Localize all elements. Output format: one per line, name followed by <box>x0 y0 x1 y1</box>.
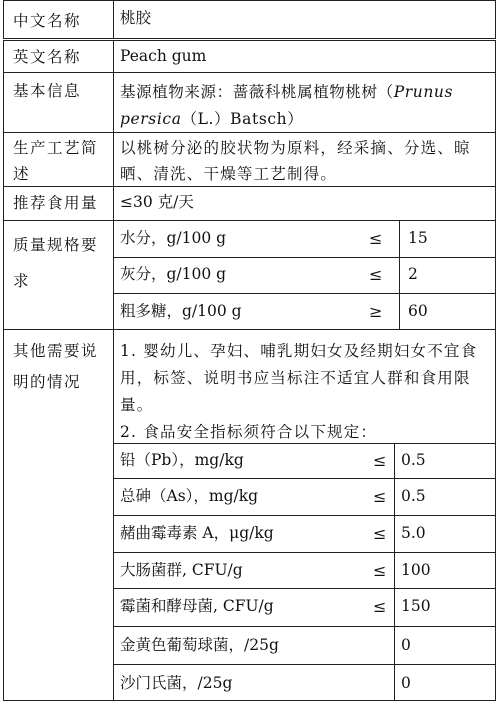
quality-item-value: 60 <box>399 294 495 330</box>
safety-item <box>114 664 496 701</box>
safety-item-value: 0 <box>394 665 495 701</box>
quality-item <box>114 221 496 257</box>
table-bottom-border <box>3 700 496 701</box>
row-en-name <box>3 38 496 72</box>
safety-item-name: 霉菌和酵母菌, CFU/g <box>120 597 274 615</box>
row-process <box>3 132 496 186</box>
safety-item <box>114 552 496 588</box>
row-quality <box>3 220 496 329</box>
quality-item-value: 2 <box>399 258 495 293</box>
quality-item-op: ≤ <box>369 229 383 248</box>
other-label: 其他需要说明的情况 <box>3 330 114 700</box>
process-label: 生产工艺简述 <box>3 133 114 186</box>
cn-name-value: 桃胶 <box>114 1 496 38</box>
latin-genus: Prunus <box>393 83 454 101</box>
safety-item-name: 铅（Pb），mg/kg <box>120 451 244 469</box>
quality-item-op: ≤ <box>369 265 383 284</box>
safety-item-op: ≤ <box>373 597 387 616</box>
row-other <box>3 329 496 700</box>
safety-item <box>114 588 496 626</box>
safety-item-op: ≤ <box>373 524 387 543</box>
basic-info-author: （L.）Batsch） <box>181 110 304 128</box>
safety-item-name: 总砷（As），mg/kg <box>120 487 259 505</box>
safety-item-op: ≤ <box>373 561 387 580</box>
basic-info-label: 基本信息 <box>3 73 114 132</box>
safety-item-value: 0 <box>394 627 495 664</box>
dosage-value: ≤30 克/天 <box>114 187 496 220</box>
quality-item <box>114 293 496 330</box>
safety-item <box>114 626 496 664</box>
process-value: 以桃树分泌的胶状物为原料，经采摘、分选、晾晒、清洗、干燥等工艺制得。 <box>114 133 496 186</box>
quality-item-name: 粗多糖，g/100 g <box>120 302 242 320</box>
other-note-2: 2. 食品安全指标须符合以下规定： <box>120 423 378 441</box>
safety-item-value: 150 <box>394 589 495 626</box>
safety-item-value: 100 <box>394 553 495 588</box>
safety-item <box>114 443 496 478</box>
quality-item <box>114 257 496 293</box>
safety-item-op: ≤ <box>373 451 387 470</box>
safety-item-name: 赭曲霉毒素 A，μg/kg <box>120 524 274 542</box>
safety-item-op: ≤ <box>373 487 387 506</box>
quality-item-op: ≥ <box>369 302 383 321</box>
row-cn-name <box>3 0 496 38</box>
quality-item-name: 水分，g/100 g <box>120 229 227 247</box>
row-basic-info <box>3 72 496 132</box>
basic-info-text: 基源植物来源：蔷薇科桃属植物桃树（ <box>120 83 394 101</box>
other-notes <box>114 330 496 443</box>
safety-item-name: 大肠菌群, CFU/g <box>120 561 243 579</box>
safety-item-name: 金黄色葡萄球菌，/25g <box>120 636 279 654</box>
row-dosage <box>3 186 496 220</box>
safety-item-value: 0.5 <box>394 444 495 478</box>
safety-item-value: 5.0 <box>394 516 495 552</box>
safety-item <box>114 478 496 515</box>
basic-info-value <box>114 73 496 132</box>
spec-table <box>3 0 496 700</box>
safety-item-value: 0.5 <box>394 479 495 515</box>
dosage-label: 推荐食用量 <box>3 187 114 220</box>
en-name-label: 英文名称 <box>3 41 114 72</box>
safety-item-name: 沙门氏菌，/25g <box>120 674 233 692</box>
quality-label: 质量规格要求 <box>3 221 114 329</box>
cn-name-label: 中文名称 <box>3 1 114 38</box>
en-name-value: Peach gum <box>114 41 496 72</box>
safety-item <box>114 515 496 552</box>
latin-species: persica <box>120 110 182 128</box>
quality-item-name: 灰分，g/100 g <box>120 265 227 283</box>
other-note-1: 1. 婴幼儿、孕妇、哺乳期妇女及经期妇女不宜食用，标签、说明书应当标注不适宜人群和食用限量。 <box>120 342 478 414</box>
quality-item-value: 15 <box>399 221 495 257</box>
